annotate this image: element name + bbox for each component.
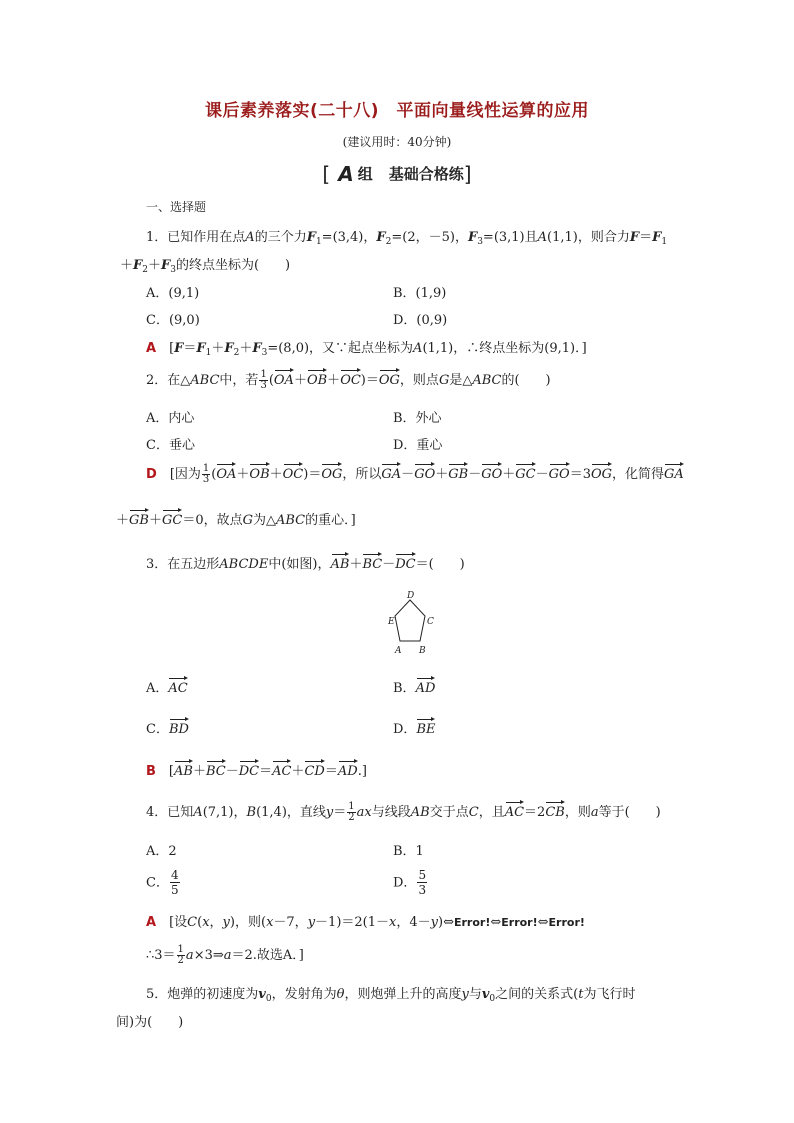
q5-line2: 间)为( ): [116, 1015, 184, 1030]
q3-answer: B: [146, 764, 156, 779]
q2-line1: 2．在△ABC中，若 $\frac{1}{3}$ (OA＋OB＋OC)＝OG，则点G是△ABC的( ): [146, 368, 551, 391]
q3-solution: B [AB＋BC－DC＝AC＋CD＝AD.]: [146, 759, 367, 779]
group-name: 基础合格练: [388, 165, 464, 183]
vertex-label-e: E: [388, 617, 395, 627]
q3-option-c[interactable]: C．BD: [146, 717, 189, 737]
page-title: 课后素养落实(二十八) 平面向量线性运算的应用: [204, 101, 590, 121]
group-heading: [ A 组 基础合格练]: [322, 162, 472, 186]
q4-option-b[interactable]: B．1: [393, 844, 424, 859]
q1-option-b[interactable]: B．(1,9): [393, 286, 447, 301]
q2-option-a[interactable]: A．内心: [146, 411, 195, 426]
q1-line1: 1．已知作用在点A的三个力$F_1=(3,4)$，$F_2=(2$，－5)，$F_3=(3,1)$且A(1,1)，则合力$F=F_1$: [146, 230, 668, 247]
q1-answer: A: [146, 341, 157, 356]
vertex-label-a: A: [395, 646, 402, 656]
pentagon-figure: [384, 588, 444, 656]
q4-option-d[interactable]: D． $\frac{5}{3}$: [393, 868, 427, 898]
q1-option-a[interactable]: A．(9,1): [146, 286, 200, 301]
q2-option-b[interactable]: B．外心: [393, 411, 442, 426]
q4-line1: 4．已知A(7,1)，B(1,4)，直线y＝ $\frac{1}{2}$ ax与线段AB交于点C，且AC＝2CB，则a等于( ): [146, 800, 661, 823]
q2-option-c[interactable]: C．垂心: [146, 438, 195, 453]
q4-option-c[interactable]: C． $\frac{4}{5}$: [146, 868, 179, 898]
q3-line1: 3．在五边形ABCDE中(如图)，AB＋BC－DC＝( ): [146, 552, 465, 572]
q2-solution-line1: D [因为 $\frac{1}{3}$ (OA＋OB＋OC)＝OG，所以GA－GO＋GB－GO＋GC－GO＝3OG，化简得GA: [146, 462, 684, 485]
vertex-label-d: D: [407, 591, 415, 601]
q2-answer: D: [146, 467, 157, 482]
q3-option-d[interactable]: D．BE: [393, 717, 435, 737]
q4-option-a[interactable]: A．2: [146, 844, 177, 859]
q2-solution-line2: ＋GB＋GC＝0，故点G为△ABC的重心．]: [116, 508, 356, 528]
suggested-time: (建议用时：40分钟): [342, 135, 452, 149]
q4-answer: A: [146, 915, 157, 930]
q3-option-a[interactable]: A．AC: [146, 676, 188, 696]
q1-solution: A [$F=F_1+F_2+F_3=(8,0)$，又∵起点坐标为A(1,1)，∴终点坐标为(9,1)．]: [146, 341, 587, 358]
q4-solution-line1: A [设C(x，y)，则(x－7，y－1)＝2(1－x，4－y)⇔Error!⇔Error!⇔Error!: [146, 915, 585, 930]
q1-option-c[interactable]: C．(9,0): [146, 313, 200, 328]
q4-solution-line2: ∴3＝ $\frac{1}{2}$ a×3⇒a＝2.故选A．]: [146, 943, 304, 966]
section-heading: 一、选择题: [146, 200, 207, 214]
q2-option-d[interactable]: D．重心: [393, 438, 443, 453]
q3-option-b[interactable]: B．AD: [393, 676, 435, 696]
q5-line1: 5．炮弹的初速度为$v_0$，发射角为θ，则炮弹上升的高度y与$v_0$之间的关系式(t为飞行时: [146, 987, 636, 1004]
q1-line2: $+F_2+F_3$的终点坐标为( ): [120, 258, 291, 275]
vertex-label-c: C: [427, 617, 434, 627]
q1-option-d[interactable]: D．(0,9): [393, 313, 448, 328]
group-letter: A: [338, 162, 354, 186]
vertex-label-b: B: [419, 646, 426, 656]
